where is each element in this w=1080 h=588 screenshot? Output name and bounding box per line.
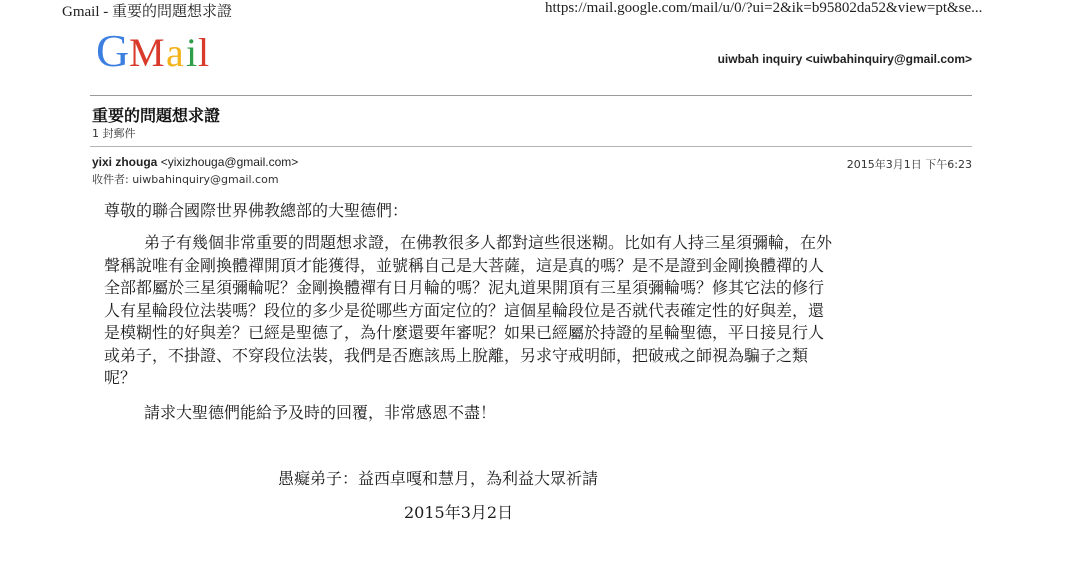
body-line: 或弟子，不掛證、不穿段位法裝，我們是否應該馬上脫離，另求守戒明師，把破戒之師視為騙子之類 — [104, 345, 809, 365]
logo-letter-a: a — [166, 30, 184, 74]
subject-divider — [90, 146, 972, 147]
gmail-logo — [96, 26, 216, 74]
recipient-line: 收件者: uiwbahinquiry@gmail.com — [92, 173, 279, 186]
sender-name: yixi zhouga — [92, 155, 158, 169]
message-signature: 愚癡弟子：益西卓嘎和慧月，為利益大眾祈請 — [278, 469, 599, 488]
logo-letter-g: G — [96, 26, 130, 74]
logo-letter-i: i — [186, 30, 198, 74]
message-date: 2015年3月1日 下午6:23 — [846, 158, 972, 171]
print-page-title: Gmail - 重要的問題想求證 — [62, 4, 232, 20]
body-line: 是模糊性的好與差？已經是聖德了，為什麼還要年審呢？如果已經屬於持證的星輪聖德，平日接見行人 — [104, 323, 825, 342]
logo-letter-l: l — [198, 30, 210, 74]
logo-letter-m: M — [129, 30, 165, 74]
account-label: uiwbah inquiry <uiwbahinquiry@gmail.com> — [717, 52, 972, 66]
message-body — [104, 232, 972, 390]
body-line: 聲稱說唯有金剛換體禪開頂才能獲得，並號稱自己是大菩薩，這是真的嗎？是不是證到金剛換體禪的人 — [104, 255, 825, 275]
signature-date: 2015年3月2日 — [404, 503, 514, 522]
sender — [92, 155, 298, 169]
message-count: 1 封郵件 — [92, 127, 136, 140]
thread-subject: 重要的問題想求證 — [92, 106, 221, 125]
body-line: 呢？ — [104, 368, 137, 387]
body-line: 弟子有幾個非常重要的問題想求證，在佛教很多人都對這些很迷糊。比如有人持三星須彌輪，在外 — [144, 233, 833, 252]
header-divider — [90, 95, 972, 96]
message-thanks: 請求大聖德們能給予及時的回覆，非常感恩不盡！ — [144, 403, 497, 422]
body-line: 人有星輪段位法裝嗎？段位的多少是從哪些方面定位的？這個星輪段位是否就代表確定性的好與差，還 — [104, 300, 825, 320]
message-greeting: 尊敬的聯合國際世界佛教總部的大聖德們： — [104, 201, 409, 220]
body-line: 全部都屬於三星須彌輪呢？金剛換體禪有日月輪的嗎？泥丸道果開頂有三星須彌輪嗎？修其它法的修行 — [104, 278, 825, 297]
print-page-url: https://mail.google.com/mail/u/0/?ui=2&ik=b95802da52&view=pt&se... — [545, 0, 983, 16]
sender-email[interactable]: <yixizhouga@gmail.com> — [160, 155, 299, 169]
